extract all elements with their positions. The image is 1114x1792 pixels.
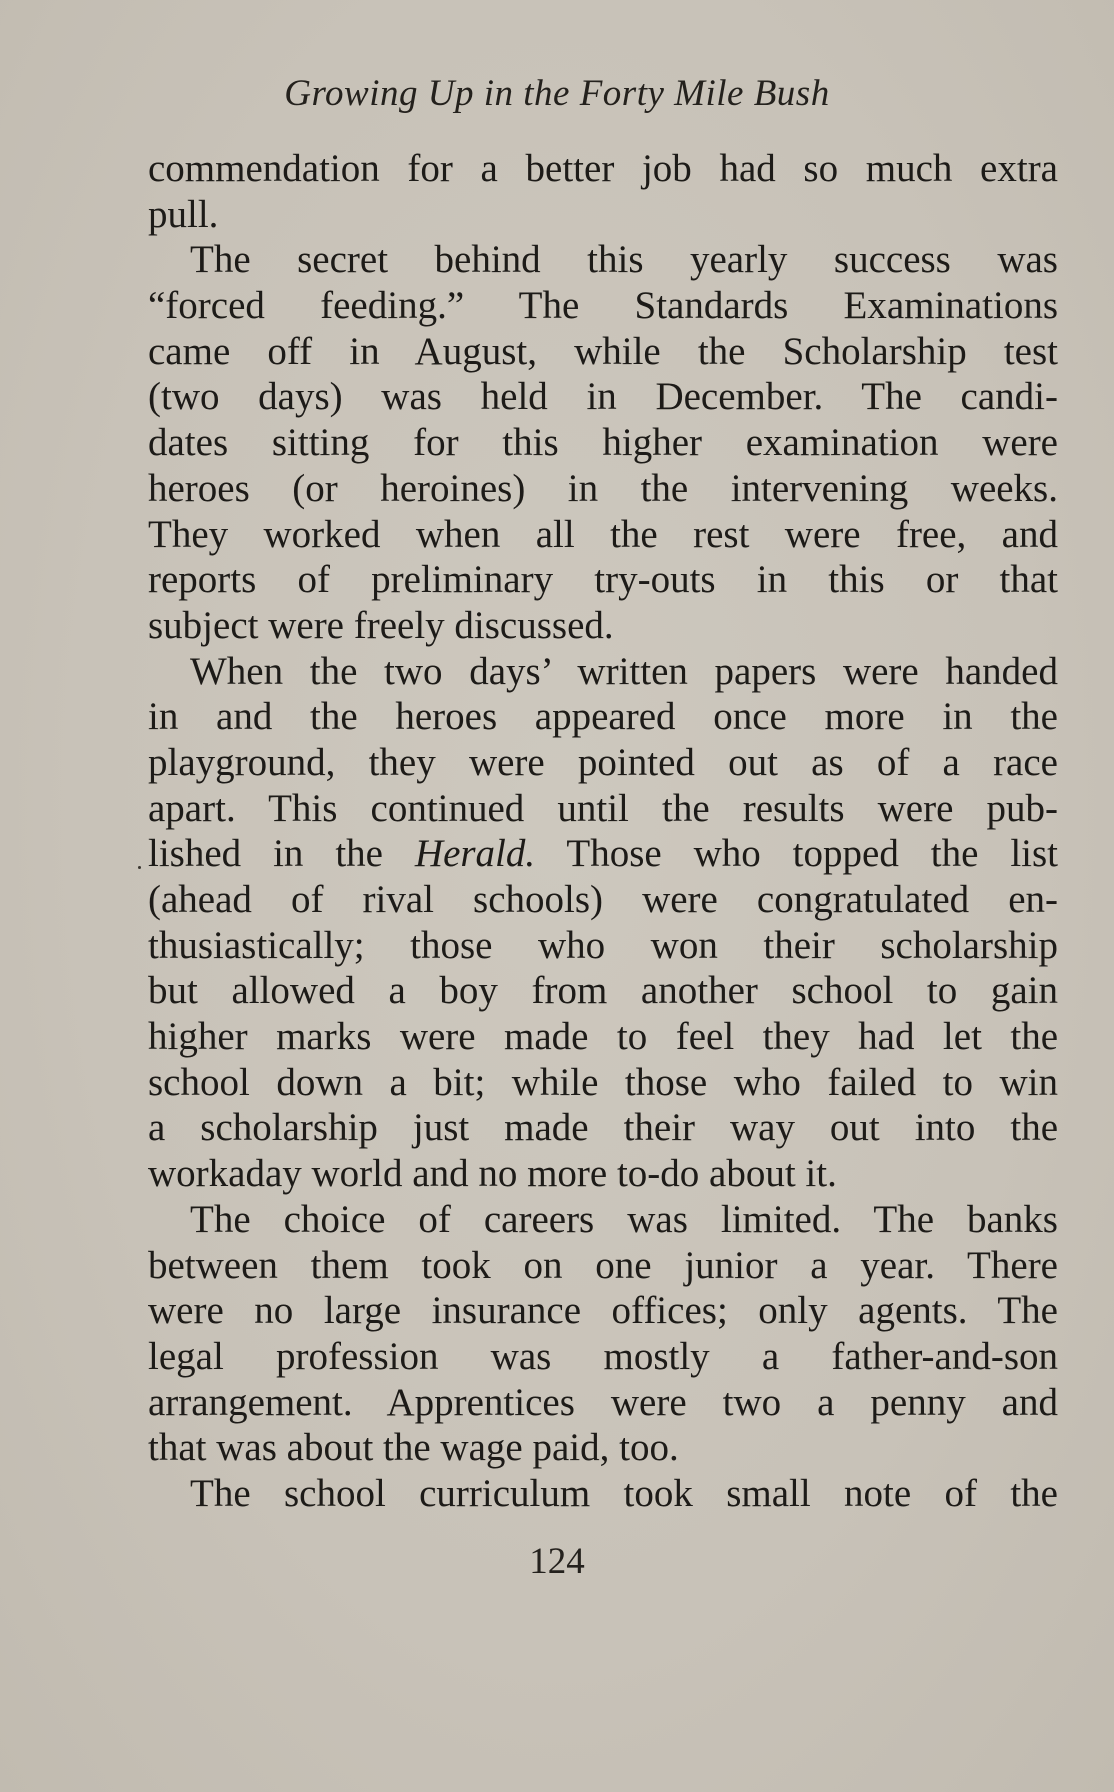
text-line: When the two days’ written papers were handed [190,649,1058,693]
text-line: heroes (or heroines) in the intervening weeks. [148,466,1058,510]
text-line: a scholarship just made their way out into the [148,1106,1058,1150]
text-line: (ahead of rival schools) were congratulated en- [148,878,1058,921]
body-text [148,146,1058,1517]
text-line: dates sitting for this higher examination were [148,421,1058,465]
text-line: came off in August, while the Scholarship test [148,329,1058,373]
text-line: workaday world and no more to-do about it. [148,1152,837,1196]
page-speck-mark [138,866,141,869]
newspaper-title: Herald. [414,832,536,876]
text-line: The secret behind this yearly success was [190,238,1058,282]
text-line: commendation for a better job had so much extra [148,147,1058,190]
text-line: school down a bit; while those who failed to win [148,1060,1058,1104]
text-line: thusiastically; those who won their scholarship [148,923,1058,967]
page-number: 124 [529,1541,585,1582]
text-line: The choice of careers was limited. The banks [190,1197,1058,1241]
text-line [148,831,1058,877]
text-line-segment: lished in the [148,832,415,876]
text-line: pull. [148,192,219,236]
text-line: playground, they were pointed out as of a race [148,740,1058,784]
text-line-segment: Those who topped the list [535,832,1058,876]
text-line: were no large insurance offices; only agents. The [148,1289,1058,1333]
text-line: but allowed a boy from another school to gain [148,969,1058,1013]
text-line: arrangement. Apprentices were two a penny and [148,1380,1058,1424]
text-line: (two days) was held in December. The candi- [148,375,1058,419]
text-line: The school curriculum took small note of the [190,1471,1058,1515]
text-line: higher marks were made to feel they had let the [148,1015,1058,1059]
text-line: in and the heroes appeared once more in the [148,695,1058,739]
text-line: They worked when all the rest were free, and [148,512,1058,556]
text-line: legal profession was mostly a father-and-son [148,1334,1058,1378]
text-line: between them took on one junior a year. There [148,1243,1058,1287]
text-line: reports of preliminary try-outs in this or that [148,558,1058,602]
text-line: subject were freely discussed. [148,603,614,647]
text-line: “forced feeding.” The Standards Examinations [148,284,1058,328]
text-line: apart. This continued until the results were pub- [148,786,1058,830]
text-line: that was about the wage paid, too. [148,1426,679,1470]
running-head: Growing Up in the Forty Mile Bush [284,73,830,114]
